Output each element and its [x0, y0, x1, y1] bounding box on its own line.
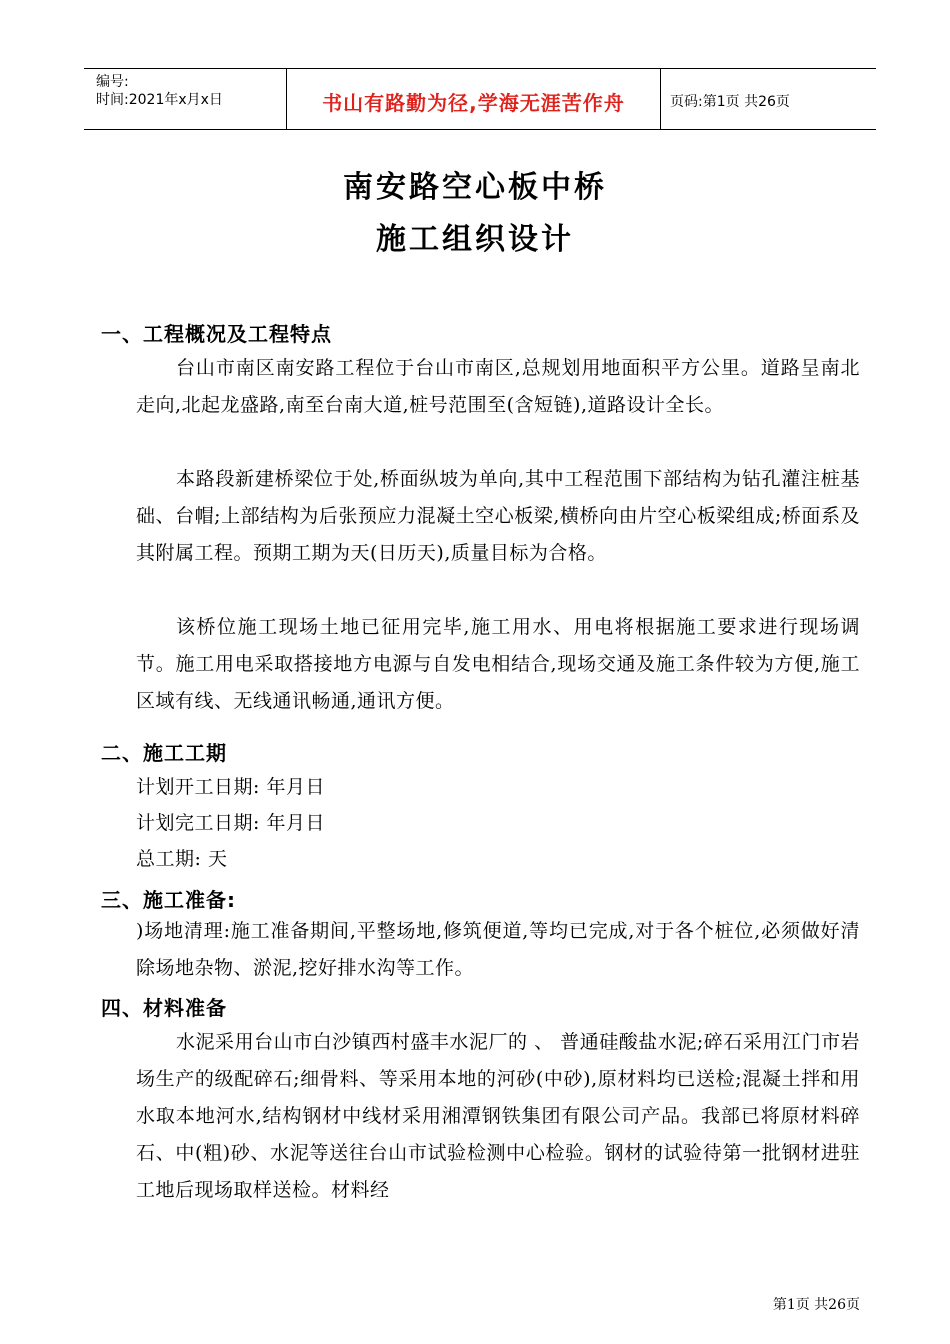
- section-1-para-1: 台山市南区南安路工程位于台山市南区,总规划用地面积平方公里。道路呈南北走向,北起龙盛路,南至台南大道,桩号范围至(含短链),道路设计全长。: [136, 357, 860, 416]
- time-label: 时间:2021年x月x日: [96, 92, 223, 108]
- page-footer: 第1页 共26页: [772, 1297, 860, 1313]
- motto-text: 书山有路勤为径,学海无涯苦作舟: [322, 91, 625, 115]
- section-1-heading: 一、工程概况及工程特点: [101, 322, 332, 346]
- section-2-heading: 二、施工工期: [101, 741, 227, 765]
- doc-title-line1: 南安路空心板中桥: [343, 170, 607, 205]
- header-meta-cell: [84, 69, 286, 129]
- section-4-heading: 四、材料准备: [101, 996, 227, 1020]
- section-3-heading: 三、施工准备:: [101, 888, 236, 912]
- planned-end-date: 计划完工日期: 年月日: [136, 812, 325, 834]
- section-4-para-1: 水泥采用台山市白沙镇西村盛丰水泥厂的 、 普通硅酸盐水泥;碎石采用江门市岩场生产的级配碎石;细骨料、等采用本地的河砂(中砂),原材料均已送检;混凝土拌和用水取本地河水,结构钢材中线材采用湘潭钢铁集团有限公司产品。我部已将原材料碎石、中(粗)砂、水泥等送往台山市试验检测中心检验。钢材的试验待第一批钢材进驻工地后现场取样送检。材料经: [136, 1031, 860, 1201]
- section-3-para-1: )场地清理:施工准备期间,平整场地,修筑便道,等均已完成,对于各个桩位,必须做好清除场地杂物、淤泥,挖好排水沟等工作。: [136, 920, 860, 979]
- total-duration: 总工期: 天: [136, 848, 228, 870]
- section-1-para-3: 该桥位施工现场土地已征用完毕,施工用水、用电将根据施工要求进行现场调节。施工用电采取搭接地方电源与自发电相结合,现场交通及施工条件较为方便,施工区域有线、无线通讯畅通,通讯方便。: [136, 616, 860, 712]
- header-motto-cell: [286, 69, 661, 129]
- header-page-cell: [660, 69, 876, 129]
- header-page-info: 页码:第1页 共26页: [670, 94, 790, 110]
- section-1-para-2: 本路段新建桥梁位于处,桥面纵坡为单向,其中工程范围下部结构为钻孔灌注桩基础、台帽;上部结构为后张预应力混凝土空心板梁,横桥向由片空心板梁组成;桥面系及其附属工程。预期工期为天(日历天),质量目标为合格。: [136, 468, 860, 564]
- page-header: [84, 68, 876, 130]
- number-label: 编号:: [96, 74, 129, 90]
- doc-title-line2: 施工组织设计: [376, 222, 574, 257]
- planned-start-date: 计划开工日期: 年月日: [136, 776, 325, 798]
